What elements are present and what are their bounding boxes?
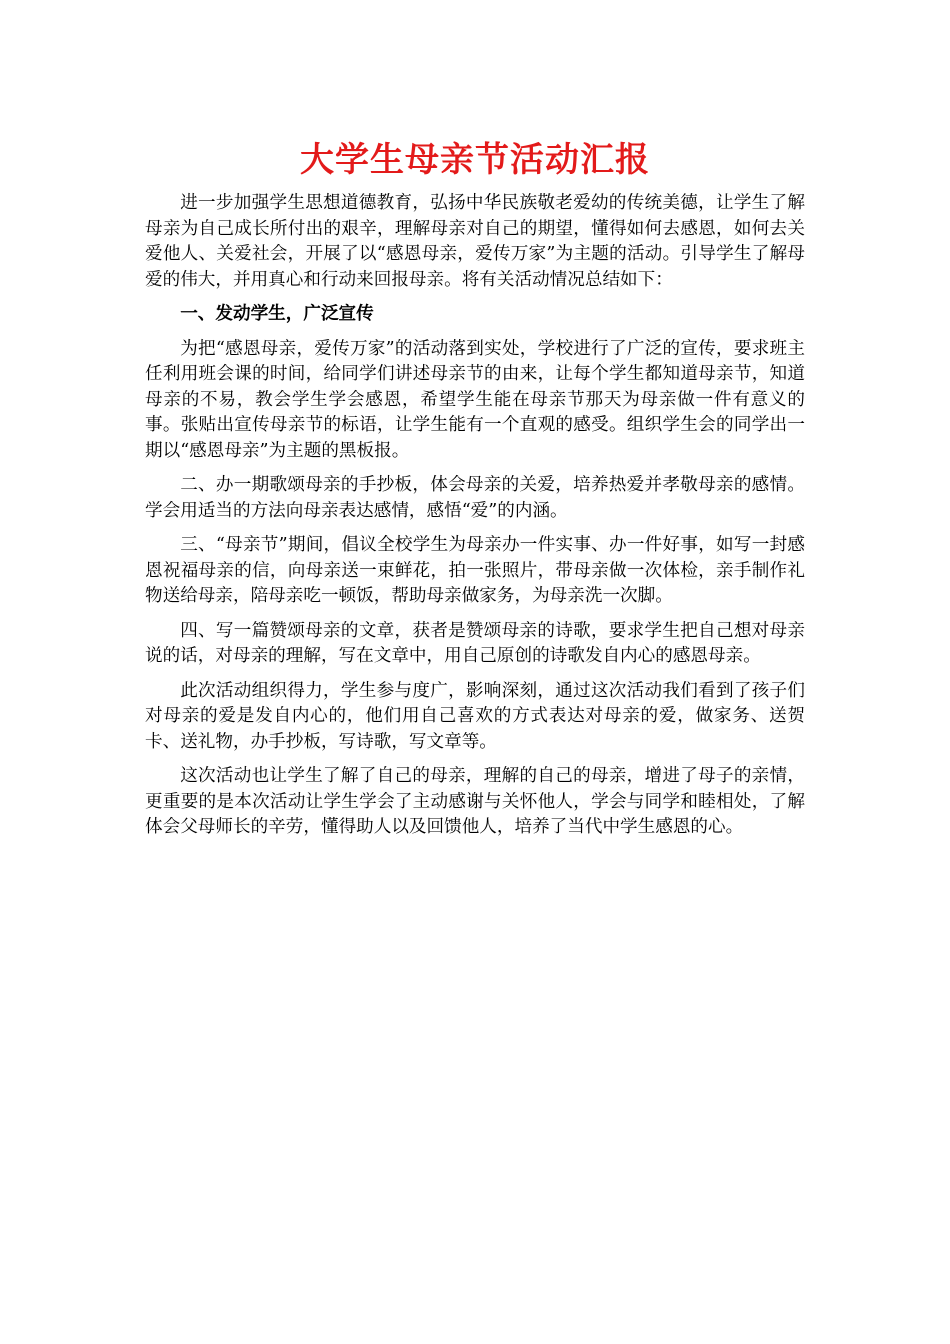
document-body [145,191,805,841]
paragraph-handwritten-board: 二、办一期歌颂母亲的手抄板，体会母亲的关爱，培养热爱并孝敬母亲的感情。学会用适当的方法向母亲表达感情，感悟“爱”的内涵。 [145,475,805,521]
paragraph-publicity: 为把“感恩母亲，爱传万家”的活动落到实处，学校进行了广泛的宣传，要求班主任利用班会课的时间，给同学们讲述母亲节的由来，让每个学生都知道母亲节，知道母亲的不易，教会学生学会感恩，希望学生能在母亲节那天为母亲做一件有意义的事。张贴出宣传母亲节的标语，让学生能有一个直观的感受。组织学生会的同学出一期以“感恩母亲”为主题的黑板报。 [145,338,805,461]
paragraph-essay: 四、写一篇赞颂母亲的文章，获者是赞颂母亲的诗歌，要求学生把自己想对母亲说的话，对母亲的理解，写在文章中，用自己原创的诗歌发自内心的感恩母亲。 [145,620,805,666]
section-heading: 一、发动学生，广泛宣传 [180,304,374,324]
paragraph-good-deed: 三、“母亲节”期间，倡议全校学生为母亲办一件实事、办一件好事，如写一封感恩祝福母亲的信，向母亲送一束鲜花，拍一张照片，带母亲做一次体检，亲手制作礼物送给母亲，陪母亲吃一顿饭，帮助母亲做家务，为母亲洗一次脚。 [145,535,805,606]
document-title: 大学生母亲节活动汇报 [300,140,650,180]
intro-paragraph: 进一步加强学生思想道德教育，弘扬中华民族敬老爱幼的传统美德，让学生了解母亲为自己成长所付出的艰辛，理解母亲对自己的期望，懂得如何去感恩，如何去关爱他人、关爱社会，开展了以“感恩母亲，爱传万家”为主题的活动。引导学生了解母爱的伟大，并用真心和行动来回报母亲。将有关活动情况总结如下： [145,193,805,290]
paragraph-results: 此次活动组织得力，学生参与度广，影响深刻，通过这次活动我们看到了孩子们对母亲的爱是发自内心的，他们用自己喜欢的方式表达对母亲的爱，做家务、送贺卡、送礼物，办手抄板，写诗歌，写文章等。 [145,680,805,752]
paragraph-conclusion: 这次活动也让学生了解了自己的母亲，理解的自己的母亲，增进了母子的亲情，更重要的是本次活动让学生学会了主动感谢与关怀他人，学会与同学和睦相处，了解体会父母师长的辛劳，懂得助人以及回馈他人，培养了当代中学生感恩的心。 [145,766,805,837]
